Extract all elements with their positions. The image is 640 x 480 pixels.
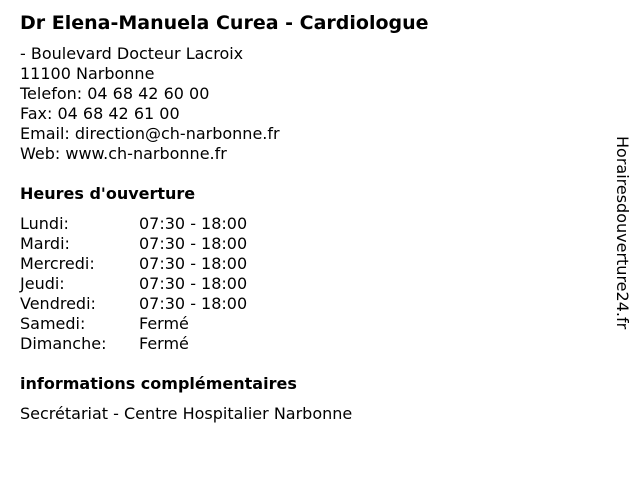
day-label: Mercredi: xyxy=(20,254,95,273)
time-value: 07:30 - 18:00 xyxy=(139,294,248,313)
time-value: 07:30 - 18:00 xyxy=(139,254,248,273)
day-label: Jeudi: xyxy=(20,274,65,293)
fax-number: Fax: 04 68 42 61 00 xyxy=(20,104,180,123)
time-value: 07:30 - 18:00 xyxy=(139,274,248,293)
email-address: Email: direction@ch-narbonne.fr xyxy=(20,124,280,143)
street-address: - Boulevard Docteur Lacroix xyxy=(20,44,244,63)
day-label: Samedi: xyxy=(20,314,86,333)
day-label: Vendredi: xyxy=(20,294,96,313)
day-label: Dimanche: xyxy=(20,334,107,353)
additional-info-heading: informations complémentaires xyxy=(20,374,297,393)
time-value: 07:30 - 18:00 xyxy=(139,214,248,233)
hours-row-friday xyxy=(20,294,320,314)
time-value: Fermé xyxy=(139,334,189,353)
time-value: 07:30 - 18:00 xyxy=(139,234,248,253)
hours-row-tuesday xyxy=(20,234,320,254)
hours-row-wednesday xyxy=(20,254,320,274)
phone-number: Telefon: 04 68 42 60 00 xyxy=(20,84,210,103)
page-title: Dr Elena-Manuela Curea - Cardiologue xyxy=(20,12,429,34)
hours-row-sunday xyxy=(20,334,320,354)
city-address: 11100 Narbonne xyxy=(20,64,155,83)
hours-row-saturday xyxy=(20,314,320,334)
time-value: Fermé xyxy=(139,314,189,333)
contact-block xyxy=(20,44,280,164)
hours-row-monday xyxy=(20,214,320,234)
hours-row-thursday xyxy=(20,274,320,294)
day-label: Mardi: xyxy=(20,234,70,253)
day-label: Lundi: xyxy=(20,214,69,233)
opening-hours-table xyxy=(20,214,320,354)
website-address: Web: www.ch-narbonne.fr xyxy=(20,144,227,163)
opening-hours-heading: Heures d'ouverture xyxy=(20,184,196,203)
site-watermark: Horairesdouverture24.fr xyxy=(613,136,632,330)
additional-info-text: Secrétariat - Centre Hospitalier Narbonne xyxy=(20,404,353,423)
